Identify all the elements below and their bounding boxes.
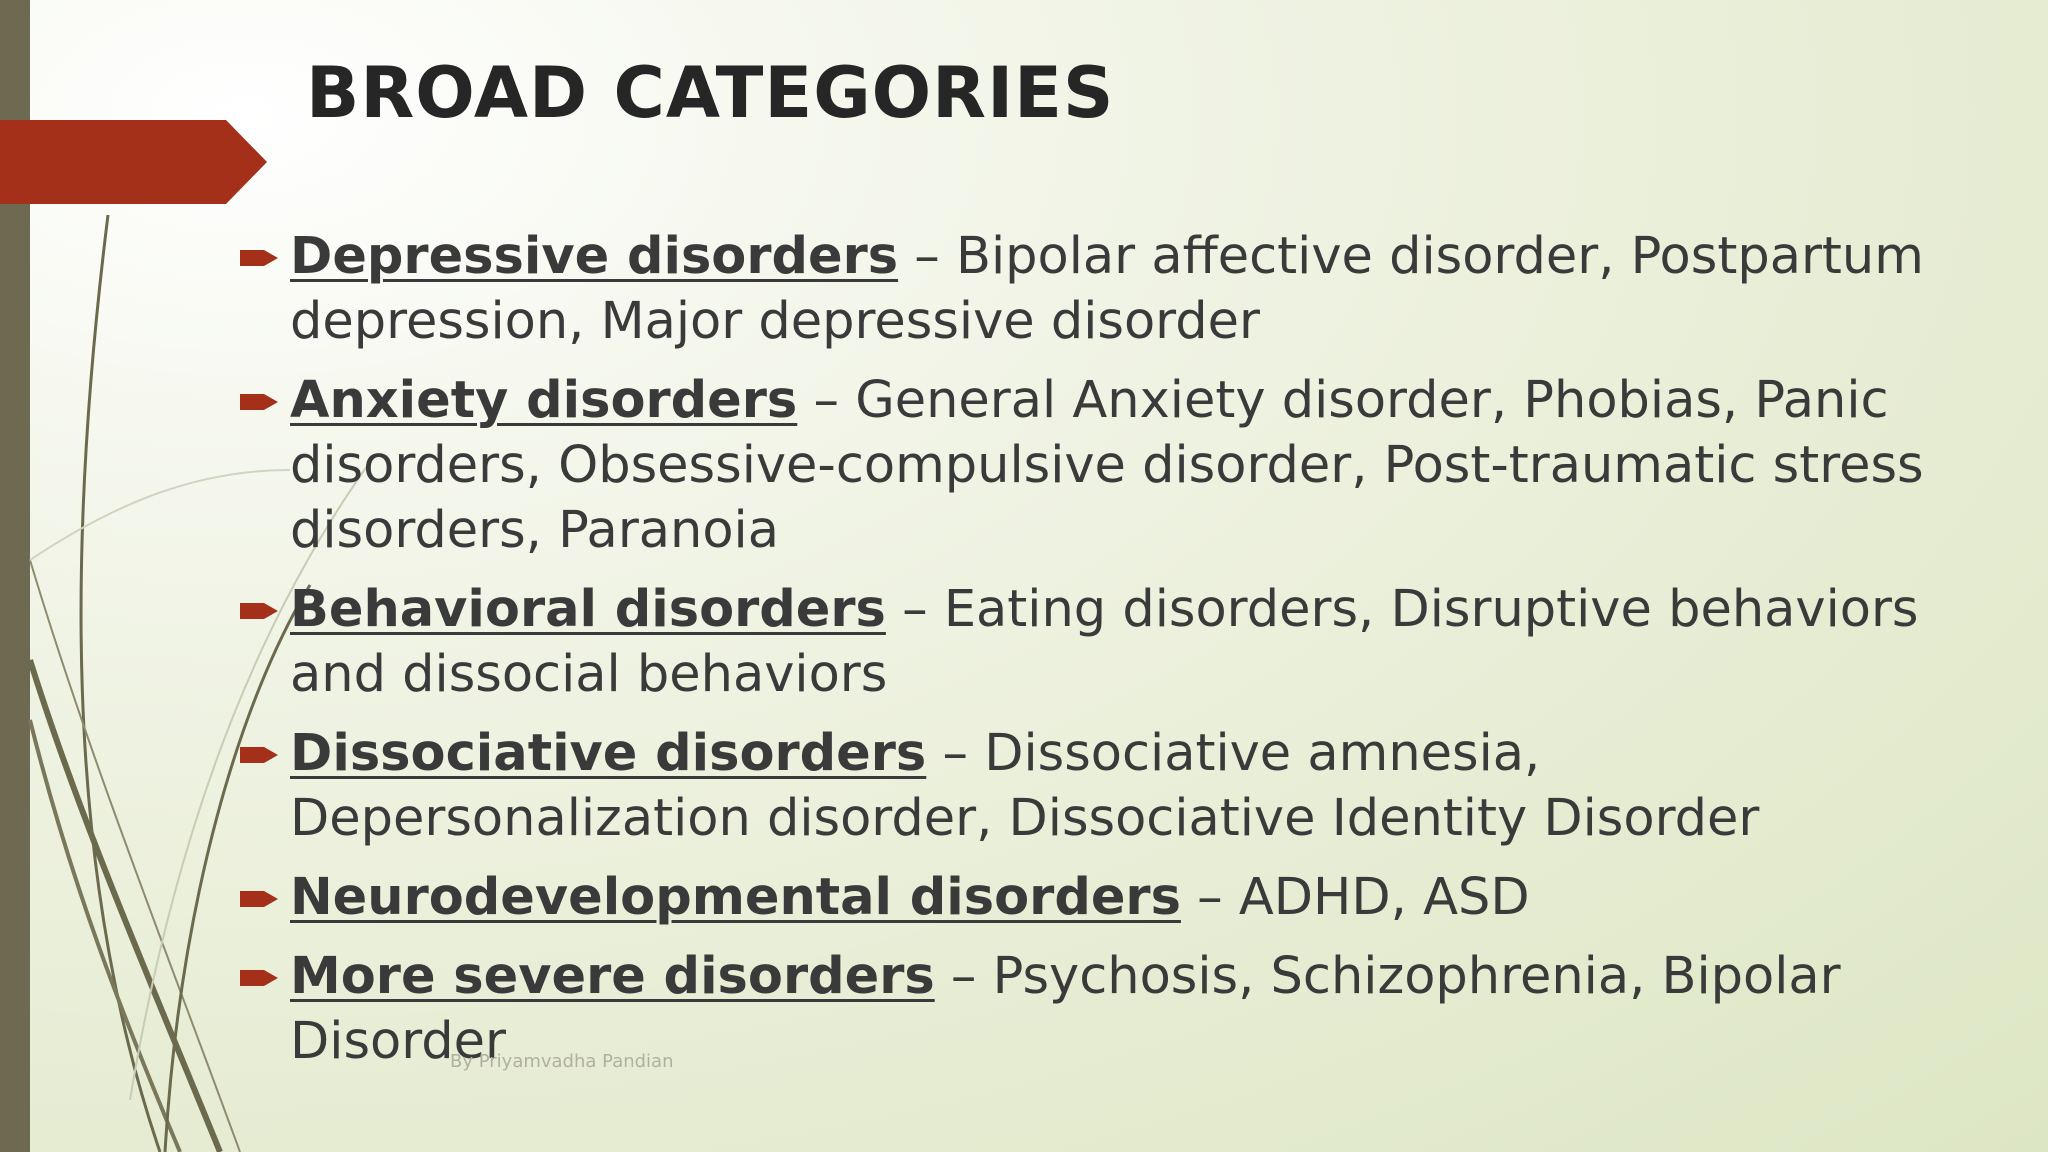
- category-term: Anxiety disorders: [290, 371, 798, 430]
- category-detail: – Eating disorders, Disruptive behaviors and dissocial behaviors: [290, 580, 1919, 704]
- arrow-bullet-icon: [240, 600, 280, 622]
- list-item: [238, 577, 2008, 707]
- list-item: [238, 224, 2008, 354]
- arrow-bullet-icon: [240, 888, 280, 910]
- category-detail: – Dissociative amnesia, Depersonalization disorder, Dissociative Identity Disorder: [290, 724, 1760, 848]
- category-term: More severe disorders: [290, 947, 935, 1006]
- category-term: Dissociative disorders: [290, 724, 927, 783]
- footer-author: By Priyamvadha Pandian: [450, 1051, 674, 1072]
- list-item: [238, 721, 2008, 851]
- category-detail: – Bipolar affective disorder, Postpartum depression, Major depressive disorder: [290, 227, 1924, 351]
- category-term: Behavioral disorders: [290, 580, 886, 639]
- arrow-bullet-icon: [240, 247, 280, 269]
- category-term: Neurodevelopmental disorders: [290, 868, 1181, 927]
- arrow-bullet-icon: [240, 744, 280, 766]
- category-term: Depressive disorders: [290, 227, 899, 286]
- category-list: [238, 224, 2008, 1088]
- category-detail: – General Anxiety disorder, Phobias, Panic disorders, Obsessive-compulsive disorder, Post-traumatic stress disorders, Paranoia: [290, 371, 1924, 560]
- arrow-bullet-icon: [240, 391, 280, 413]
- category-detail: – ADHD, ASD: [1180, 868, 1530, 927]
- arrow-bullet-icon: [240, 967, 280, 989]
- list-item: [238, 865, 2008, 930]
- list-item: [238, 368, 2008, 563]
- slide-title: BROAD CATEGORIES: [306, 52, 1115, 134]
- category-detail: – Psychosis, Schizophrenia, Bipolar Disorder: [290, 947, 1841, 1071]
